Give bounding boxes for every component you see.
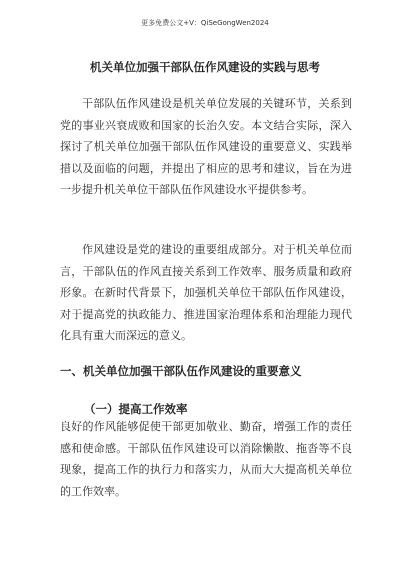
document-title: 机关单位加强干部队伍作风建设的实践与思考 [90, 60, 320, 74]
body-paragraph: 良好的作风能够促使干部更加敬业、勤奋，增强工作的责任感和使命感。干部队伍作风建设可以消除懒散、拖沓等不良现象，提高工作的执行力和落实力，从而大大提高机关单位的工作效率。 [60, 420, 352, 498]
page-header: 更多免费公文+V：QiSeGongWen2024 [141, 19, 269, 27]
abstract-paragraph: 干部队伍作风建设是机关单位发展的关键环节，关系到党的事业兴衰成败和国家的长治久安。本文结合实际，深入探讨了机关单位加强干部队伍作风建设的重要意义、实践举措以及面临的问题，并提出了相应的思考和建议，旨在为进一步提升机关单位干部队伍作风建设水平提供参考。 [60, 97, 352, 196]
subsection-heading: （一）提高工作效率 [84, 402, 188, 416]
intro-paragraph: 作风建设是党的建设的重要组成部分。对于机关单位而言，干部队伍的作风直接关系到工作效率、服务质量和政府形象。在新时代背景下，加强机关单位干部队伍作风建设，对于提高党的执政能力、推进国家治理体系和治理能力现代化具有重大而深远的意义。 [60, 243, 352, 342]
section-heading: 一、机关单位加强干部队伍作风建设的重要意义 [60, 364, 302, 378]
